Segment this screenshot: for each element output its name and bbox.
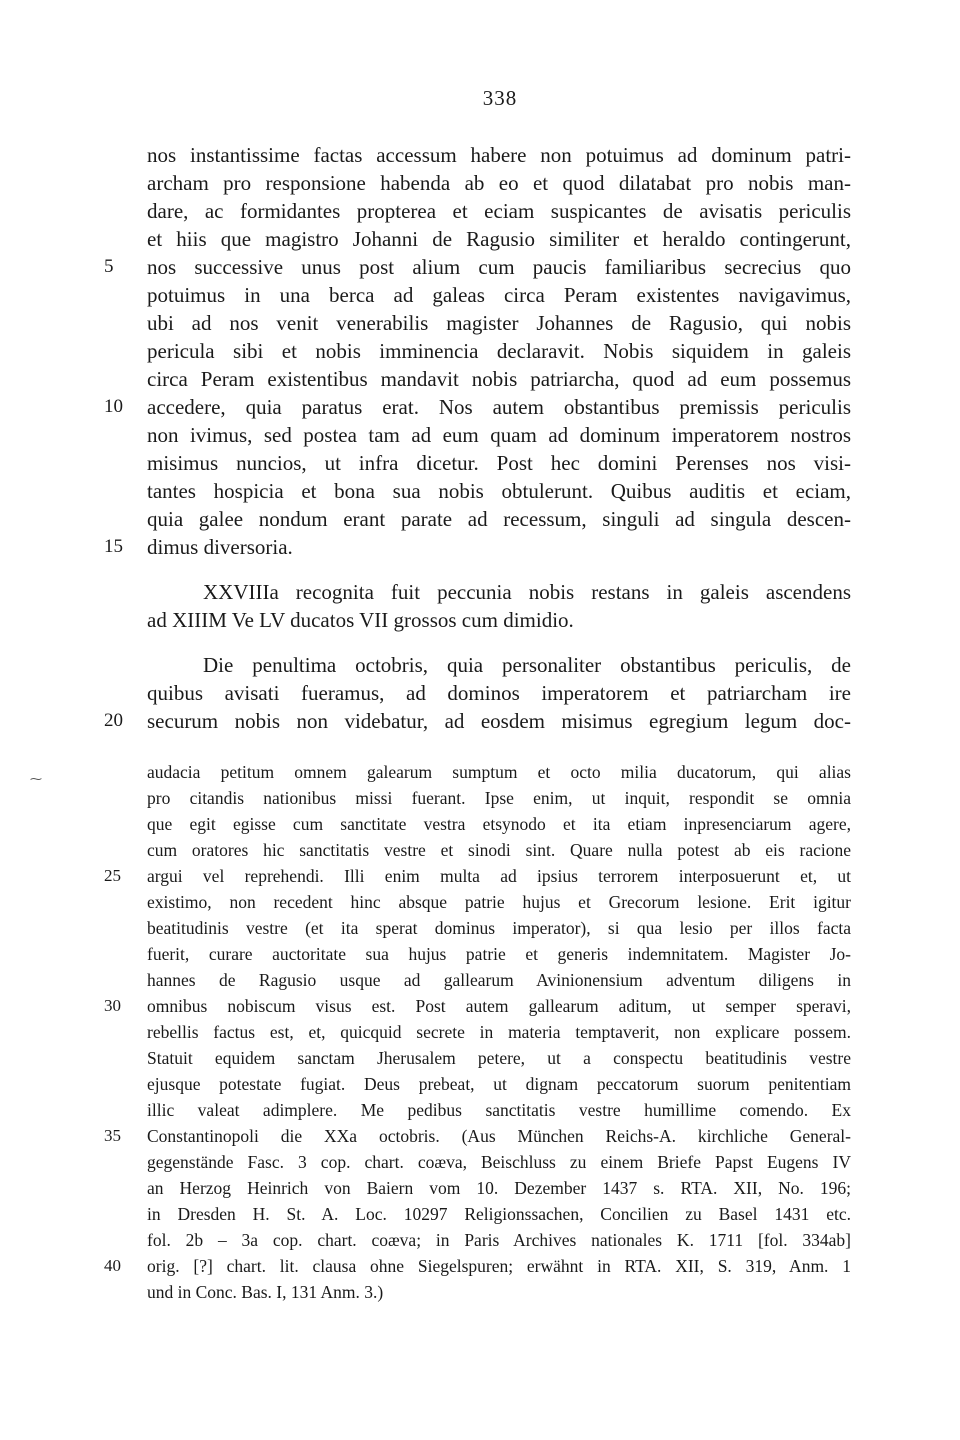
note-line: rebellis factus est, et, quicquid secrete in materia temptaverit, non explicare possem. xyxy=(147,1022,851,1042)
main-line: non ivimus, sed postea tam ad eum quam ad dominum imperatorem nostros xyxy=(147,423,851,447)
note-line: cum oratores hic sanctitatis vestre et sinodi sint. Quare nulla potest ab eis racione xyxy=(147,840,851,860)
note-line: omnibus nobiscum visus est. Post autem gallearum aditum, ut semper speravi, xyxy=(147,996,851,1016)
note-line: in Dresden H. St. A. Loc. 10297 Religionssachen, Concilien zu Basel 1431 etc. xyxy=(147,1204,851,1224)
note-line: pro citandis nationibus missi fuerant. Ipse enim, ut inquit, respondit se omnia xyxy=(147,788,851,808)
note-line: audacia petitum omnem galearum sumptum et octo milia ducatorum, qui alias xyxy=(147,762,851,782)
main-line: nos successive unus post alium cum paucis familiaribus secrecius quo xyxy=(147,255,851,279)
note-line: beatitudinis vestre (et ita sperat dominus imperator), si qua lesio per illos facta xyxy=(147,918,851,938)
note-line: hannes de Ragusio usque ad gallearum Avinionensium adventum diligens in xyxy=(147,970,851,990)
line-number: 25 xyxy=(104,866,121,885)
main-line: ad XIIIM Ve LV ducatos VII grossos cum dimidio. xyxy=(147,608,574,632)
note-line: illic valeat adimplere. Me pedibus sanctitatis vestre humillime comendo. Ex xyxy=(147,1100,851,1120)
line-number: 30 xyxy=(104,996,121,1015)
main-line: ubi ad nos venit venerabilis magister Johannes de Ragusio, qui nobis xyxy=(147,311,851,335)
note-line: ejusque potestate fugiat. Deus prebeat, ut dignam peccatorum suorum penitentiam xyxy=(147,1074,851,1094)
main-line: et hiis que magistro Johanni de Ragusio similiter et heraldo contingerunt, xyxy=(147,227,851,251)
note-line: existimo, non recedent hinc absque patrie hujus et Grecorum lesione. Erit igitur xyxy=(147,892,851,912)
page-number: 338 xyxy=(482,86,518,110)
main-line: misimus nuncios, ut infra dicetur. Post hec domini Perenses nos visi- xyxy=(147,451,851,475)
main-line: securum nobis non videbatur, ad eosdem misimus egregium legum doc- xyxy=(147,709,851,733)
note-line: Statuit equidem sanctam Jherusalem petere, ut a conspectu beatitudinis vestre xyxy=(147,1048,851,1068)
note-line: und in Conc. Bas. I, 131 Anm. 3.) xyxy=(147,1282,384,1302)
main-line: accedere, quia paratus erat. Nos autem obstantibus premissis periculis xyxy=(147,395,851,419)
note-line: argui vel reprehendi. Illi enim multa ad ipsius terrorem interposuerunt et, ut xyxy=(147,866,851,886)
note-line: fol. 2b – 3a cop. chart. coæva; in Paris Archives nationales K. 1711 [fol. 334ab] xyxy=(147,1230,851,1250)
note-line: fuerit, curare auctoritate sua hujus patrie et generis indemnitatem. Magister Jo- xyxy=(147,944,851,964)
line-number: 40 xyxy=(104,1256,121,1275)
note-line: gegenstände Fasc. 3 cop. chart. coæva, Beischluss zu einem Briefe Papst Eugens IV xyxy=(147,1152,851,1172)
main-line: archam pro responsione habenda ab eo et quod dilatabat pro nobis man- xyxy=(147,171,851,195)
note-line: an Herzog Heinrich von Baiern vom 10. Dezember 1437 s. RTA. XII, No. 196; xyxy=(147,1178,851,1198)
main-line: tantes hospicia et bona sua nobis obtulerunt. Quibus auditis et eciam, xyxy=(147,479,851,503)
main-line: quia galee nondum erant parate ad recessum, singuli ad singula descen- xyxy=(147,507,851,531)
main-line: quibus avisati fueramus, ad dominos imperatorem et patriarcham ire xyxy=(147,681,851,705)
line-number: 15 xyxy=(104,536,123,557)
main-line: nos instantissime factas accessum habere non potuimus ad dominum patri- xyxy=(147,143,851,167)
main-line: potuimus in una berca ad galeas circa Peram existentes navigavimus, xyxy=(147,283,851,307)
main-line: circa Peram existentibus mandavit nobis patriarcha, quod ad eum possemus xyxy=(147,367,851,391)
main-line: XXVIIIa recognita fuit peccunia nobis restans in galeis ascendens xyxy=(203,580,851,604)
stray-mark-icon: ⁓ xyxy=(30,772,42,786)
main-line: pericula sibi et nobis imminencia declaravit. Nobis siquidem in galeis xyxy=(147,339,851,363)
line-number: 10 xyxy=(104,396,123,417)
line-number: 35 xyxy=(104,1126,121,1145)
main-line: Die penultima octobris, quia personaliter obstantibus periculis, de xyxy=(203,653,851,677)
main-line: dare, ac formidantes propterea et eciam suspicantes de avisatis periculis xyxy=(147,199,851,223)
note-line: orig. [?] chart. lit. clausa ohne Siegelspuren; erwähnt in RTA. XII, S. 319, Anm. 1 xyxy=(147,1256,851,1276)
line-number: 5 xyxy=(104,256,114,277)
line-number: 20 xyxy=(104,710,123,731)
main-line: dimus diversoria. xyxy=(147,535,293,559)
note-line: que egit egisse cum sanctitate vestra etsynodo et ita etiam inpresenciarum agere, xyxy=(147,814,851,834)
note-line: Constantinopoli die XXa octobris. (Aus München Reichs-A. kirchliche General- xyxy=(147,1126,851,1146)
